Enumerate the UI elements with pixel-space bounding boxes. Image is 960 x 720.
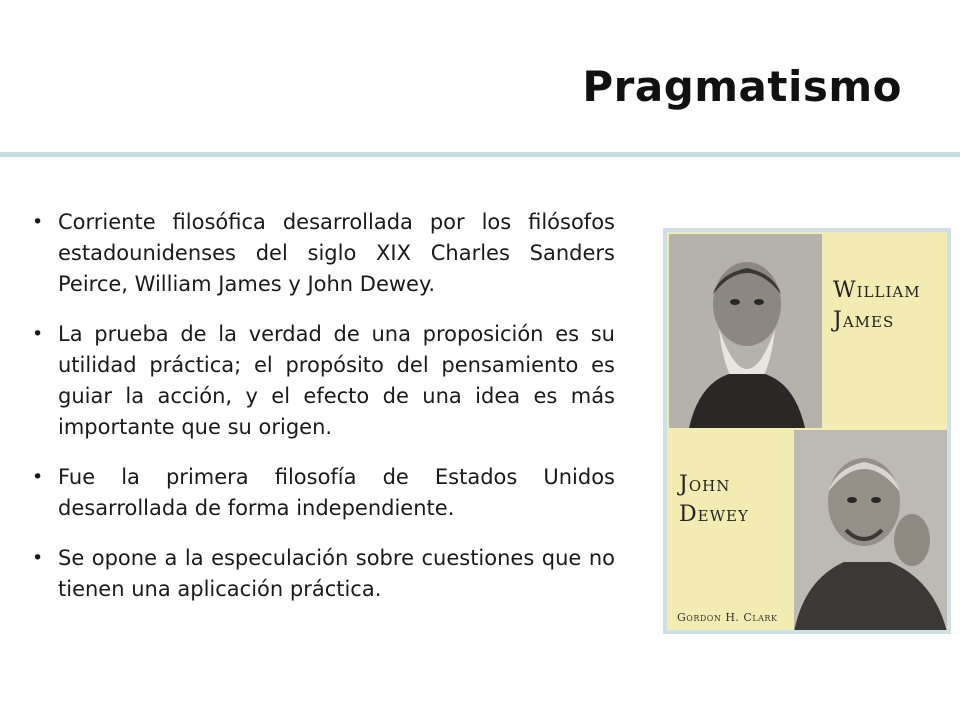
john-dewey-portrait: [794, 430, 947, 632]
book-cover-image: [663, 228, 951, 634]
bullet-list: [30, 207, 615, 624]
cover-name-john-dewey: John Dewey: [679, 472, 749, 527]
bullet-text: Corriente filosófica desarrollada por los filósofos estadounidenses del siglo XIX Charles Sanders Peirce, William James y John Dewey.: [58, 210, 615, 296]
bullet-marker: •: [32, 547, 44, 569]
cover-author: Gordon H. Clark: [677, 611, 778, 624]
bullet-marker: •: [32, 323, 44, 345]
bullet-item: [30, 462, 615, 524]
bullet-text: Se opone a la especulación sobre cuestiones que no tienen una aplicación práctica.: [58, 546, 615, 601]
portrait-illustration: [794, 430, 947, 632]
slide-title: Pragmatismo: [582, 62, 902, 111]
cover-name-william-james: William James: [833, 278, 921, 333]
bullet-item: [30, 319, 615, 443]
bullet-marker: •: [32, 466, 44, 488]
bullet-text: La prueba de la verdad de una proposición es su utilidad práctica; el propósito del pensamiento es guiar la acción, y el efecto de una idea es más importante que su origen.: [58, 322, 615, 439]
bullet-item: [30, 207, 615, 300]
bullet-marker: •: [32, 211, 44, 233]
title-divider: [0, 152, 960, 157]
portrait-illustration: [669, 234, 822, 428]
william-james-portrait: [669, 234, 822, 428]
bullet-item: [30, 543, 615, 605]
bullet-text: Fue la primera filosofía de Estados Unidos desarrollada de forma independiente.: [58, 465, 615, 520]
